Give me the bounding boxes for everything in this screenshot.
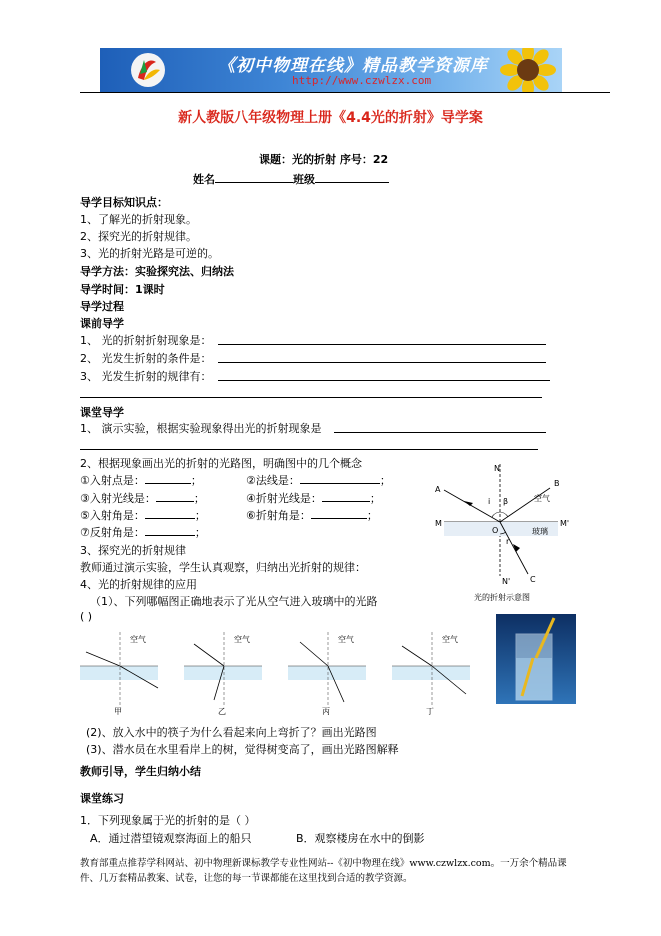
answer-line[interactable] bbox=[80, 449, 538, 450]
answer-line[interactable] bbox=[218, 362, 546, 363]
goal-item: 3、光的折射光路是可逆的。 bbox=[80, 247, 219, 260]
practice-q1: 1．下列现象属于光的折射的是（ ） bbox=[80, 814, 256, 827]
svg-text:丙: 丙 bbox=[322, 707, 330, 716]
process-heading: 导学过程 bbox=[80, 300, 124, 313]
label-M-prime: M' bbox=[560, 519, 570, 528]
name-blank[interactable] bbox=[215, 171, 293, 183]
practice-option-b: B．观察楼房在水中的倒影 bbox=[296, 832, 425, 845]
svg-text:乙: 乙 bbox=[218, 707, 226, 716]
concept-entry: ②法线是： ； bbox=[246, 474, 391, 487]
in-class-q4-2: (2)、放入水中的筷子为什么看起来向上弯折了？画出光路图 bbox=[86, 726, 377, 739]
choice-figure-yi bbox=[184, 632, 262, 716]
concept-entry: ⑥折射角是： ； bbox=[246, 509, 378, 522]
practice-option-a: A．通过潜望镜观察海面上的船只 bbox=[90, 832, 252, 845]
pre-class-heading: 课前导学 bbox=[80, 317, 124, 330]
label-glass: 玻璃 bbox=[532, 527, 548, 536]
method: 导学方法：实验探究法、归纳法 bbox=[80, 265, 234, 278]
svg-text:空气: 空气 bbox=[338, 635, 354, 644]
in-class-q3: 3、探究光的折射规律 bbox=[80, 544, 186, 557]
in-class-q1: 1、 演示实验，根据实验现象得出光的折射现象是 bbox=[80, 422, 322, 435]
in-class-heading: 课堂导学 bbox=[80, 406, 124, 419]
concept-entry: ③入射光线是： ； bbox=[80, 492, 205, 505]
time: 导学时间：1课时 bbox=[80, 283, 165, 296]
label-B: B bbox=[554, 479, 560, 488]
refraction-diagram bbox=[430, 462, 580, 604]
choice-figure-ding bbox=[392, 632, 470, 716]
in-class-q2: 2、根据现象画出光的折射的光路图，明确图中的几个概念 bbox=[80, 457, 362, 470]
footer-line-2: 件、几万套精品教案、试卷，让您的每一节课都能在这里找到合适的教学资源。 bbox=[80, 873, 413, 884]
sunflower-icon bbox=[492, 48, 562, 92]
footer bbox=[80, 856, 600, 886]
name-label: 姓名 bbox=[193, 173, 215, 186]
goals-heading: 导学目标知识点： bbox=[80, 196, 168, 209]
label-N: N bbox=[494, 464, 500, 473]
name-class-line bbox=[193, 171, 389, 187]
label-beta: β bbox=[503, 497, 509, 506]
svg-text:空气: 空气 bbox=[442, 635, 458, 644]
pre-class-q2: 2、 光发生折射的条件是： bbox=[80, 352, 212, 365]
choice-figure-jia bbox=[80, 632, 158, 716]
concept-entry: ⑤入射角是： ； bbox=[80, 509, 206, 522]
in-class-q4-1: （1）、下列哪幅图正确地表示了光从空气进入玻璃中的光路 bbox=[90, 595, 378, 608]
footer-line-1: 教育部重点推荐学科网站、初中物理新课标教学专业性网站--《初中物理在线》www.czwlzx.com。一万余个精品课 bbox=[80, 858, 567, 869]
choice-figures bbox=[80, 630, 490, 716]
document-title: 新人教版八年级物理上册《4.4光的折射》导学案 bbox=[178, 110, 483, 126]
chopstick-in-water-photo bbox=[496, 614, 576, 704]
banner-url[interactable]: http://www.czwlzx.com bbox=[292, 74, 432, 87]
class-label: 班级 bbox=[293, 173, 315, 186]
answer-line[interactable] bbox=[218, 344, 546, 345]
label-i: i bbox=[488, 497, 491, 506]
concept-entry: ⑦反射角是： ； bbox=[80, 526, 206, 539]
header-banner bbox=[100, 48, 562, 92]
pre-class-q3: 3、 光发生折射的规律有： bbox=[80, 370, 212, 383]
svg-text:空气: 空气 bbox=[234, 635, 250, 644]
svg-text:空气: 空气 bbox=[130, 635, 146, 644]
label-O: O bbox=[492, 526, 499, 535]
svg-text:丁: 丁 bbox=[426, 707, 434, 716]
in-class-q3-text: 教师通过演示实验，学生认真观察，归纳出光折射的规律： bbox=[80, 561, 366, 574]
concept-entry: ①入射点是： ； bbox=[80, 474, 202, 487]
class-blank[interactable] bbox=[315, 171, 389, 183]
svg-text:甲: 甲 bbox=[114, 707, 122, 716]
logo-icon bbox=[130, 52, 166, 88]
lesson-topic: 课题：光的折射 序号：22 bbox=[259, 153, 389, 166]
label-r: r bbox=[506, 537, 510, 546]
label-N-prime: N' bbox=[502, 577, 511, 586]
goal-item: 2、探究光的折射规律。 bbox=[80, 230, 197, 243]
in-class-q4-3: (3)、潜水员在水里看岸上的树，觉得树变高了，画出光路图解释 bbox=[86, 743, 399, 756]
label-M: M bbox=[435, 519, 442, 528]
answer-line[interactable] bbox=[80, 397, 542, 398]
in-class-q4: 4、光的折射规律的应用 bbox=[80, 578, 197, 591]
answer-paren[interactable]: ( ) bbox=[80, 610, 93, 623]
concept-entry: ④折射光线是： ； bbox=[246, 492, 381, 505]
pre-class-q1: 1、 光的折射折射现象是： bbox=[80, 334, 212, 347]
practice-heading: 课堂练习 bbox=[80, 792, 124, 805]
label-air: 空气 bbox=[534, 494, 550, 503]
banner-title: 《初中物理在线》精品教学资源库 bbox=[218, 56, 488, 76]
goal-item: 1、了解光的折射现象。 bbox=[80, 213, 197, 226]
choice-figure-bing bbox=[288, 632, 366, 716]
diagram-caption: 光的折射示意图 bbox=[474, 593, 530, 602]
label-A: A bbox=[435, 485, 441, 494]
header-rule bbox=[80, 92, 610, 93]
label-C: C bbox=[530, 575, 536, 584]
answer-line[interactable] bbox=[218, 380, 550, 381]
summary-heading: 教师引导，学生归纳小结 bbox=[80, 765, 201, 778]
answer-line[interactable] bbox=[334, 432, 546, 433]
